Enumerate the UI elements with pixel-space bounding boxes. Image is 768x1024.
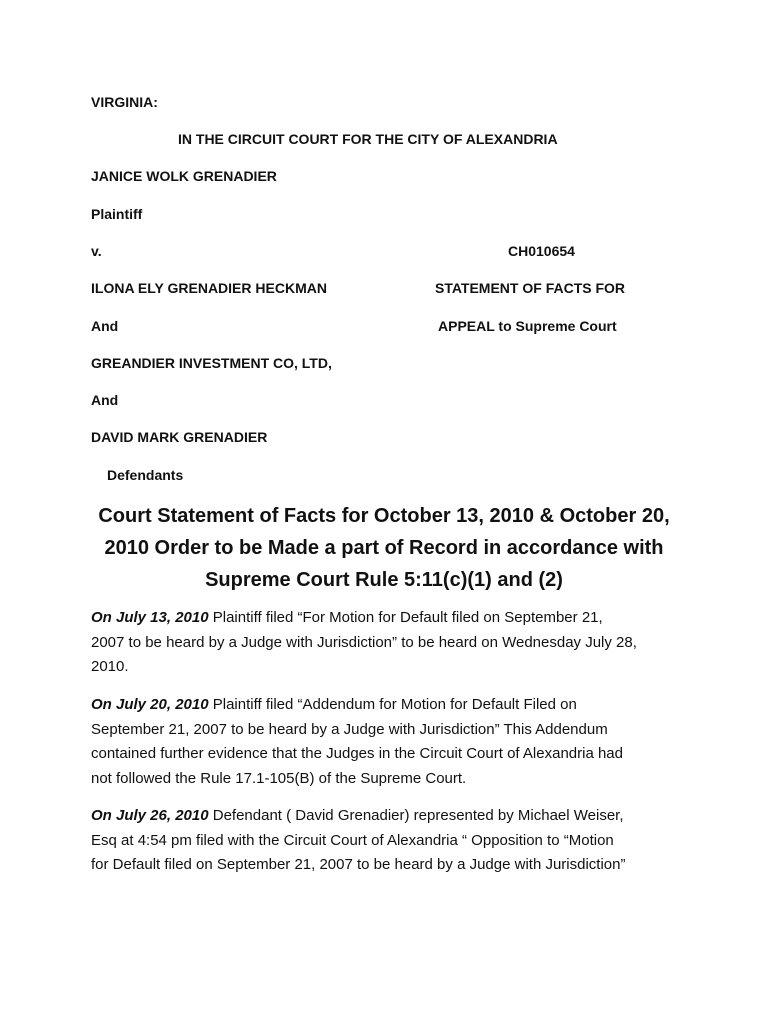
case-number: CH010654 <box>508 243 575 259</box>
paragraph-text: 2010. <box>91 658 129 675</box>
paragraph-text: contained further evidence that the Judges in the Circuit Court of Alexandria had <box>91 745 623 762</box>
paragraph-text: Esq at 4:54 pm filed with the Circuit Court of Alexandria “ Opposition to “Motion <box>91 831 614 849</box>
document-title-line-2: APPEAL to Supreme Court <box>438 318 617 334</box>
heading-line-2: 2010 Order to be Made a part of Record in accordance with <box>104 537 664 559</box>
defendant-1-name: ILONA ELY GRENADIER HECKMAN <box>91 280 327 296</box>
paragraph-date: On July 26, 2010 <box>91 807 209 824</box>
state-label: VIRGINIA: <box>91 94 158 110</box>
paragraph-date: On July 20, 2010 <box>91 696 209 713</box>
court-name: IN THE CIRCUIT COURT FOR THE CITY OF ALEXANDRIA <box>178 131 558 147</box>
versus-label: v. <box>91 243 102 259</box>
and-label-2: And <box>91 392 119 408</box>
paragraph-text: Plaintiff filed “For Motion for Default filed on September 21, <box>208 609 603 626</box>
paragraph-text: Plaintiff filed “Addendum for Motion for Default Filed on <box>208 696 577 713</box>
heading-line-1: Court Statement of Facts for October 13, 2010 & October 20, <box>98 505 670 527</box>
paragraph-text: not followed the Rule 17.1-105(B) of the Supreme Court. <box>91 769 467 787</box>
plaintiff-name: JANICE WOLK GRENADIER <box>91 168 277 184</box>
paragraph-text: 2007 to be heard by a Judge with Jurisdiction” to be heard on Wednesday July 28, <box>91 633 637 651</box>
defendants-label: Defendants <box>107 467 184 483</box>
paragraph-date: On July 13, 2010 <box>91 609 209 626</box>
defendant-2-name: GREANDIER INVESTMENT CO, LTD, <box>91 355 332 371</box>
paragraph-july-26 <box>91 804 691 878</box>
heading-line-3: Supreme Court Rule 5:11(c)(1) and (2) <box>205 569 563 591</box>
plaintiff-label: Plaintiff <box>91 206 143 222</box>
defendant-3-name: DAVID MARK GRENADIER <box>91 429 268 445</box>
paragraph-july-20 <box>91 693 691 791</box>
and-label-1: And <box>91 318 119 334</box>
paragraph-text: Defendant ( David Grenadier) represented by Michael Weiser, <box>208 807 624 824</box>
document-title-line-1: STATEMENT OF FACTS FOR <box>435 280 626 296</box>
paragraph-text: September 21, 2007 to be heard by a Judge with Jurisdiction” This Addendum <box>91 720 608 738</box>
paragraph-text: for Default filed on September 21, 2007 to be heard by a Judge with Jurisdiction” <box>91 856 626 873</box>
paragraph-july-13 <box>91 606 691 680</box>
